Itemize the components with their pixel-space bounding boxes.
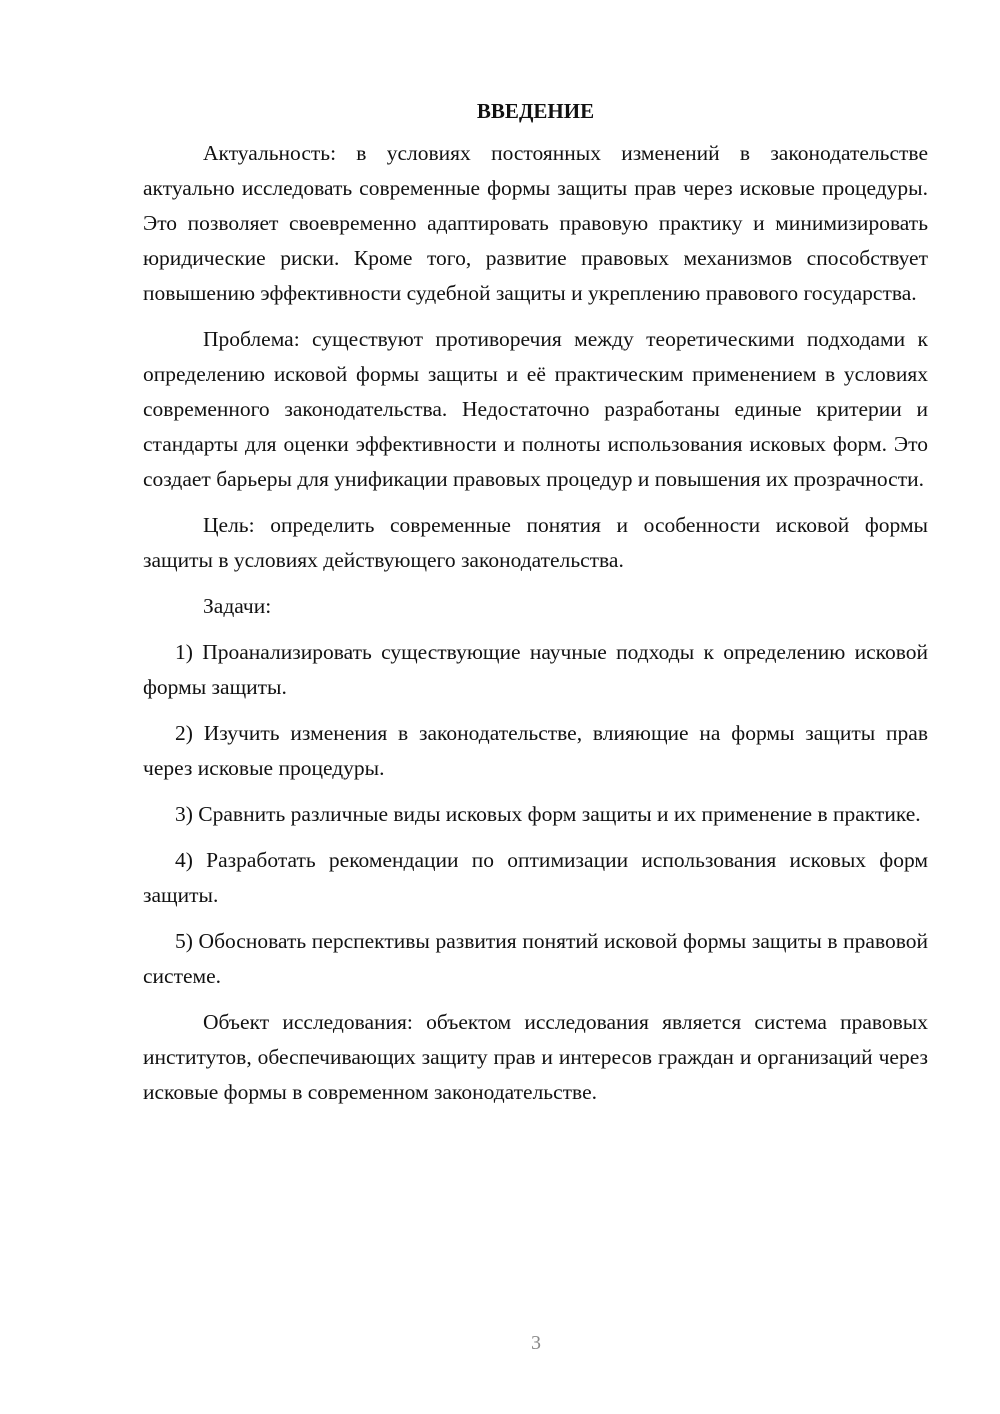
list-item-task-3: 3) Сравнить различные виды исковых форм защиты и их применение в практике. — [175, 802, 921, 826]
paragraph-relevance: Актуальность: в условиях постоянных изменений в законодательстве актуально исследовать современные формы защиты прав через исковые процедуры. Это позволяет своевременно адаптировать правовую практику и минимизировать юридические риски. Кроме того, развитие правовых механизмов способствует повышению эффективности судебной защиты и укреплению правового государства. — [143, 141, 928, 305]
page-number: 3 — [531, 1332, 541, 1354]
paragraph-goal: Цель: определить современные понятия и особенности исковой формы защиты в условиях действующего законодательства. — [143, 513, 928, 572]
paragraph-object: Объект исследования: объектом исследования является система правовых институтов, обеспечивающих защиту прав и интересов граждан и организаций через исковые формы в современном законодательстве. — [143, 1010, 928, 1104]
page-content — [143, 94, 928, 1121]
paragraph-problem: Проблема: существуют противоречия между теоретическими подходами к определению исковой формы защиты и её практическим применением в условиях современного законодательства. Недостаточно разработаны единые критерии и стандарты для оценки эффективности и полноты использования исковых форм. Это создает барьеры для унификации правовых процедур и повышения их прозрачности. — [143, 327, 928, 491]
list-item-task-1: 1) Проанализировать существующие научные подходы к определению исковой формы защиты. — [143, 640, 928, 699]
list-item-task-5: 5) Обосновать перспективы развития понятий исковой формы защиты в правовой системе. — [143, 929, 928, 988]
paragraph-tasks-label: Задачи: — [203, 594, 272, 618]
list-item-task-2: 2) Изучить изменения в законодательстве, влияющие на формы защиты прав через исковые процедуры. — [143, 721, 928, 780]
list-item-task-4: 4) Разработать рекомендации по оптимизации использования исковых форм защиты. — [143, 848, 928, 907]
page-title: ВВЕДЕНИЕ — [476, 99, 595, 123]
